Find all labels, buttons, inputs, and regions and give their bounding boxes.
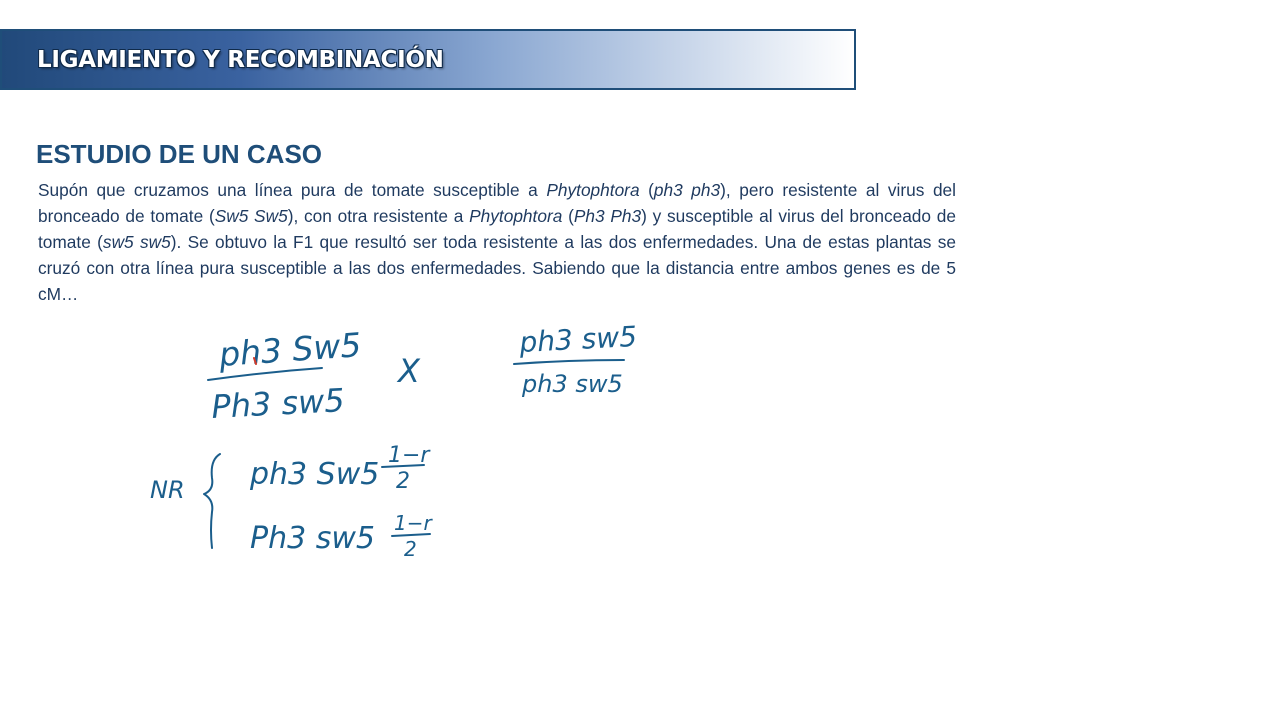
gamete-1-genotype: ph3 Sw5 [250, 457, 380, 492]
italic-term: Sw5 Sw5 [214, 206, 288, 226]
gamete-2-frequency [392, 511, 433, 561]
class-label: NR [150, 476, 185, 504]
cross-symbol: X [398, 352, 420, 390]
svg-text:2: 2 [404, 537, 417, 561]
gamete-1-frequency [382, 443, 431, 494]
right-parent-top: ph3 sw5 [518, 319, 638, 359]
paragraph-text: ), con otra resistente a [287, 206, 470, 226]
italic-term: Phytophtora [546, 180, 640, 200]
paragraph-text: ( [639, 180, 654, 200]
paragraph-text: ( [562, 206, 574, 226]
right-parent-bar [514, 360, 624, 364]
paragraph-text: ). Se obtuvo la F1 que resultó ser toda resistente a las dos enfermedades. Una de estas plantas se cruzó con otra línea pura susceptible a las dos enfermedades. Sabiendo que la distancia entre ambos genes es de 5 cM… [38, 232, 957, 304]
italic-term: sw5 sw5 [102, 232, 171, 252]
paragraph-text: ), pero resistente al virus del bronceado de tomate ( [38, 180, 957, 226]
svg-text:1−r: 1−r [388, 443, 430, 468]
italic-term: ph3 ph3 [653, 180, 721, 200]
nr-gamete-class [150, 443, 433, 561]
left-parent-bottom: Ph3 sw5 [210, 381, 346, 426]
italic-term: Phytophtora [469, 206, 563, 226]
banner-title: LIGAMIENTO Y RECOMBINACIÓN [37, 47, 444, 73]
left-parent-genotype [208, 325, 362, 426]
curly-brace [204, 454, 220, 548]
right-parent-bottom: ph3 sw5 [522, 370, 623, 398]
paragraph-text: ) y susceptible al virus del bronceado de tomate ( [38, 206, 956, 252]
right-parent-genotype [514, 320, 638, 398]
svg-text:2: 2 [396, 469, 410, 494]
paragraph-text: Supón que cruzamos una línea pura de tomate susceptible a [38, 180, 547, 200]
italic-term: Ph3 Ph3 [573, 206, 642, 226]
svg-text:1−r: 1−r [394, 511, 432, 535]
gamete-2-genotype: Ph3 sw5 [250, 521, 375, 556]
section-heading: ESTUDIO DE UN CASO [36, 139, 323, 169]
left-parent-top: ph3 Sw5 [217, 325, 363, 374]
